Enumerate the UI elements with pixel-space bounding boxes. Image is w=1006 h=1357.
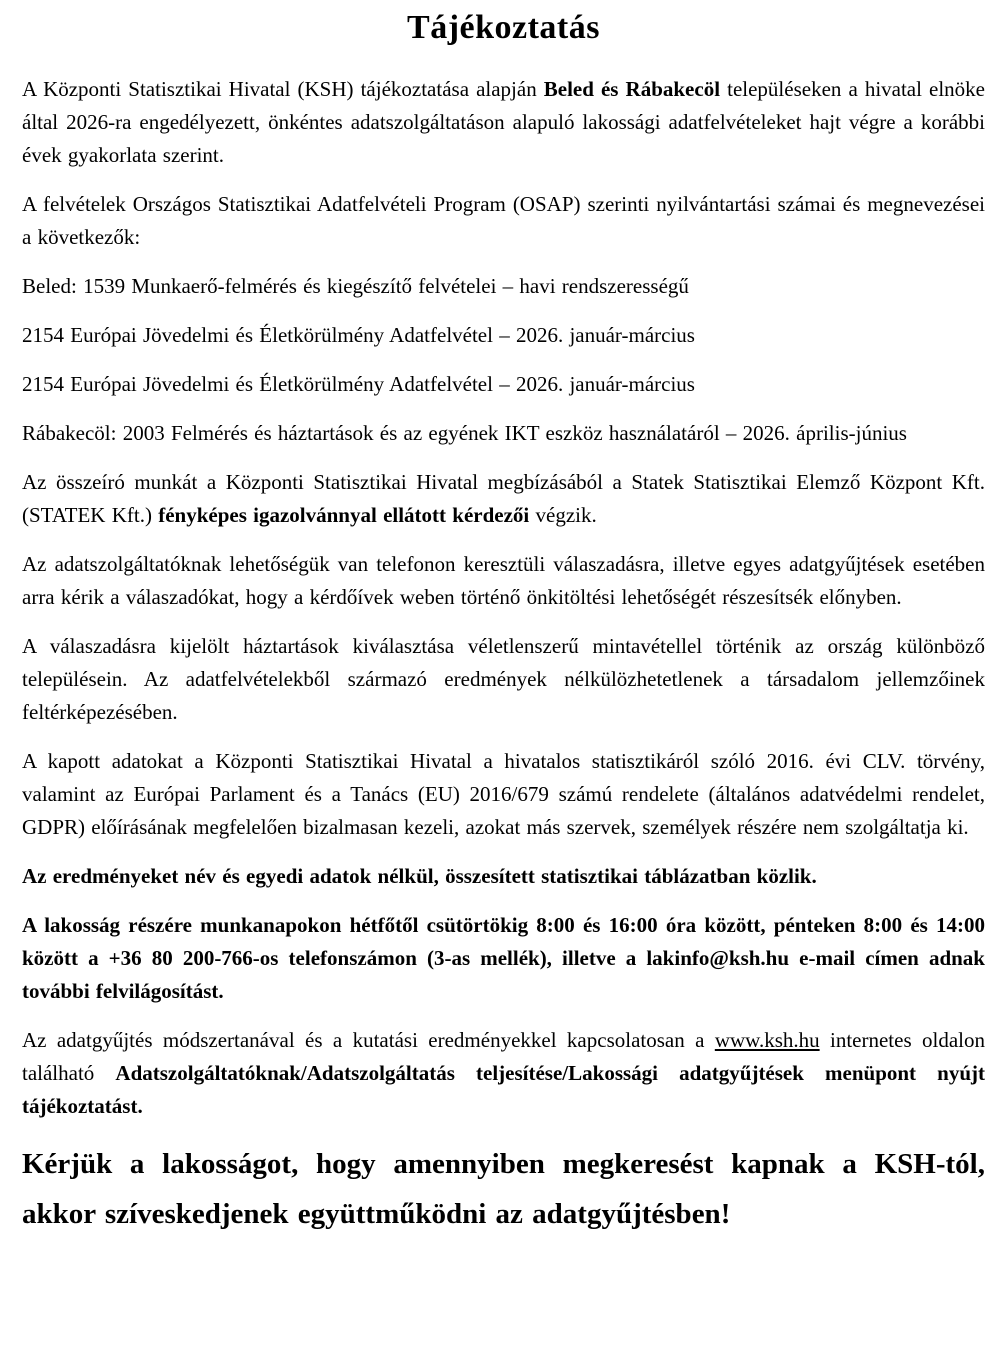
interviewers-paragraph — [22, 466, 985, 532]
text-run: A felvételek Országos Statisztikai Adatfelvételi Program (OSAP) szerinti nyilvántartási számai és megnevezései a következők: — [22, 192, 985, 249]
text-run: Az adatszolgáltatóknak lehetőségük van telefonon keresztüli válaszadásra, illetve egyes adatgyűjtések esetében arra kérik a válaszadókat, hogy a kérdőívek weben történő önkitöltési lehetőségét részesítsék előnyben. — [22, 552, 985, 609]
sampling-paragraph — [22, 630, 985, 729]
text-run: A Központi Statisztikai Hivatal (KSH) tájékoztatása alapján — [22, 77, 544, 101]
text-run: végzik. — [529, 503, 597, 527]
text-run: internetes oldalon található — [22, 1028, 985, 1085]
text-run: A válaszadásra kijelölt háztartások kiválasztása véletlenszerű mintavétellel történik az ország különböző településein. Az adatfelvételekből származó eredmények nélkülözhetetlenek a társadalom jellemzőinek feltérképezésében. — [22, 634, 985, 724]
results-publication-paragraph — [22, 860, 985, 893]
interviewer-credential-emphasis: fényképes igazolvánnyal ellátott kérdezői — [158, 503, 530, 527]
methodology-info-paragraph — [22, 1024, 985, 1123]
text-run: A kapott adatokat a Központi Statisztikai Hivatal a hivatalos statisztikáról szóló 2016. évi CLV. törvény, valamint az Európai Parlament és a Tanács (EU) 2016/679 számú rendelete (általános adatvédelmi rendelet, GDPR) előírásának megfelelően bizalmasan kezeli, azokat más szervek, személyek részére nem szolgáltatja ki. — [22, 749, 985, 839]
document-body — [22, 73, 985, 1239]
menu-path-emphasis: Adatszolgáltatóknak/Adatszolgáltatás teljesítése/Lakossági adatgyűjtések menüpont nyújt tájékoztatást. — [22, 1061, 985, 1118]
response-options-paragraph — [22, 548, 985, 614]
osap-intro-paragraph — [22, 188, 985, 254]
text-run: Kérjük a lakosságot, hogy amennyiben megkeresést kapnak a KSH-tól, akkor szíveskedjenek együttműködni az adatgyűjtésben! — [22, 1148, 985, 1230]
closing-appeal — [22, 1139, 985, 1239]
text-run: Az adatgyűjtés módszertanával és a kutatási eredményekkel kapcsolatosan a — [22, 1028, 715, 1052]
survey-item-2154-first — [22, 319, 985, 352]
text-run: Rábakecöl: 2003 Felmérés és háztartások és az egyének IKT eszköz használatáról – 2026. április-június — [22, 421, 907, 445]
text-run: Az eredményeket név és egyedi adatok nélkül, összesített statisztikai táblázatban közlik. — [22, 864, 817, 888]
text-run: 2154 Európai Jövedelmi és Életkörülmény Adatfelvétel – 2026. január-március — [22, 323, 695, 347]
text-run: Az összeíró munkát a Központi Statisztikai Hivatal megbízásából a Statek Statisztikai Elemző Központ Kft. (STATEK Kft.) — [22, 470, 985, 527]
ksh-website-link[interactable]: www.ksh.hu — [714, 1028, 820, 1052]
text-run: 2154 Európai Jövedelmi és Életkörülmény Adatfelvétel – 2026. január-március — [22, 372, 695, 396]
text-run: Beled: 1539 Munkaerő-felmérés és kiegészítő felvételei – havi rendszerességű — [22, 274, 689, 298]
document-title: Tájékoztatás — [407, 9, 600, 46]
contact-info-paragraph — [22, 909, 985, 1008]
survey-item-2154-second — [22, 368, 985, 401]
contact-email: lakinfo@ksh.hu — [646, 946, 790, 970]
survey-item-beled-1539 — [22, 270, 985, 303]
text-run: településeken a hivatal elnöke által 2026-ra engedélyezett, önkéntes adatszolgáltatáson alapuló lakossági adatfelvételeket hajt végre a korábbi évek gyakorlata szerint. — [22, 77, 985, 167]
data-protection-paragraph — [22, 745, 985, 844]
text-run: A lakosság részére munkanapokon hétfőtől csütörtökig 8:00 és 16:00 óra között, pénteken 8:00 és 14:00 között a +36 80 200-766-os telefonszámon (3-as mellék), illetve a — [22, 913, 985, 970]
survey-item-rabakecol-2003 — [22, 417, 985, 450]
municipality-names: Beled és Rábakecöl — [543, 77, 721, 101]
text-run: e-mail címen adnak további felvilágosítást. — [22, 946, 985, 1003]
intro-paragraph — [22, 73, 985, 172]
